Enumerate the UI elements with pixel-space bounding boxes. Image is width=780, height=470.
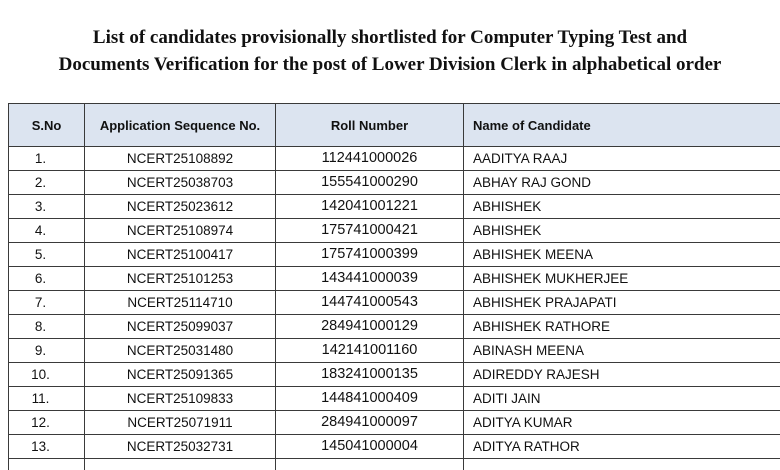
table-body (9, 147, 780, 470)
table-row (9, 315, 780, 339)
cell-sno: 13. (9, 435, 85, 459)
cell-sno: 9. (9, 339, 85, 363)
table-row (9, 267, 780, 291)
cell-application-number: NCERT25108892 (85, 147, 276, 171)
cell-sno: 3. (9, 195, 85, 219)
cell-roll-number: 142041001221 (276, 195, 464, 219)
cell-roll-number: 155541000290 (276, 171, 464, 195)
cell-application-number: NCERT25101253 (85, 267, 276, 291)
document-title (0, 24, 780, 78)
cell-roll-number (276, 459, 464, 470)
cell-candidate-name: ADIREDDY RAJESH (464, 363, 780, 387)
cell-sno: 1. (9, 147, 85, 171)
table-row (9, 411, 780, 435)
table-row (9, 435, 780, 459)
cell-candidate-name: ADITYA RATHOR (464, 435, 780, 459)
header-roll-number: Roll Number (276, 104, 464, 147)
cell-candidate-name: ABHISHEK (464, 195, 780, 219)
cell-roll-number: 175741000421 (276, 219, 464, 243)
cell-candidate-name: ABHISHEK (464, 219, 780, 243)
cell-sno: 5. (9, 243, 85, 267)
title-line-2: Documents Verification for the post of Lower Division Clerk in alphabetical order (58, 54, 722, 75)
cell-sno: 2. (9, 171, 85, 195)
cell-candidate-name: ADITI JAIN (464, 387, 780, 411)
cell-roll-number: 175741000399 (276, 243, 464, 267)
header-application-sequence: Application Sequence No. (85, 104, 276, 147)
cell-roll-number: 284941000129 (276, 315, 464, 339)
cell-sno: 8. (9, 315, 85, 339)
cell-candidate-name: ABHISHEK PRAJAPATI (464, 291, 780, 315)
cell-roll-number: 145041000004 (276, 435, 464, 459)
cell-application-number: NCERT25100417 (85, 243, 276, 267)
cell-application-number: NCERT25032731 (85, 435, 276, 459)
cell-application-number: NCERT25031480 (85, 339, 276, 363)
cell-roll-number: 144741000543 (276, 291, 464, 315)
cell-candidate-name: ABHISHEK MUKHERJEE (464, 267, 780, 291)
cell-roll-number: 142141001160 (276, 339, 464, 363)
cell-candidate-name: ADITYA KUMAR (464, 411, 780, 435)
cell-sno: 4. (9, 219, 85, 243)
cell-candidate-name: ABHAY RAJ GOND (464, 171, 780, 195)
cell-application-number: NCERT25038703 (85, 171, 276, 195)
table-row (9, 243, 780, 267)
cell-sno: 12. (9, 411, 85, 435)
table-row (9, 387, 780, 411)
candidates-table (8, 103, 780, 470)
cell-candidate-name: ABHISHEK MEENA (464, 243, 780, 267)
cell-sno: 6. (9, 267, 85, 291)
cell-candidate-name: AADITYA RAAJ (464, 147, 780, 171)
cell-application-number: NCERT25071911 (85, 411, 276, 435)
cell-application-number: NCERT25114710 (85, 291, 276, 315)
cell-roll-number: 183241000135 (276, 363, 464, 387)
cell-application-number: NCERT25108974 (85, 219, 276, 243)
table-row (9, 147, 780, 171)
cell-sno: 11. (9, 387, 85, 411)
cell-sno (9, 459, 85, 470)
header-sno: S.No (9, 104, 85, 147)
cell-application-number: NCERT25099037 (85, 315, 276, 339)
cell-application-number: NCERT25109833 (85, 387, 276, 411)
table-header-row (9, 104, 780, 147)
header-candidate-name: Name of Candidate (464, 104, 780, 147)
cell-application-number (85, 459, 276, 470)
cell-candidate-name: ABHISHEK RATHORE (464, 315, 780, 339)
cell-sno: 7. (9, 291, 85, 315)
cell-candidate-name (464, 459, 780, 470)
table-row (9, 219, 780, 243)
table-row (9, 171, 780, 195)
title-line-1: List of candidates provisionally shortlisted for Computer Typing Test and (92, 27, 688, 48)
cell-roll-number: 143441000039 (276, 267, 464, 291)
table-row (9, 291, 780, 315)
table-row (9, 195, 780, 219)
table-row-partial (9, 459, 780, 470)
cell-application-number: NCERT25023612 (85, 195, 276, 219)
table-row (9, 339, 780, 363)
cell-sno: 10. (9, 363, 85, 387)
cell-roll-number: 144841000409 (276, 387, 464, 411)
cell-candidate-name: ABINASH MEENA (464, 339, 780, 363)
table-row (9, 363, 780, 387)
cell-roll-number: 112441000026 (276, 147, 464, 171)
cell-roll-number: 284941000097 (276, 411, 464, 435)
cell-application-number: NCERT25091365 (85, 363, 276, 387)
